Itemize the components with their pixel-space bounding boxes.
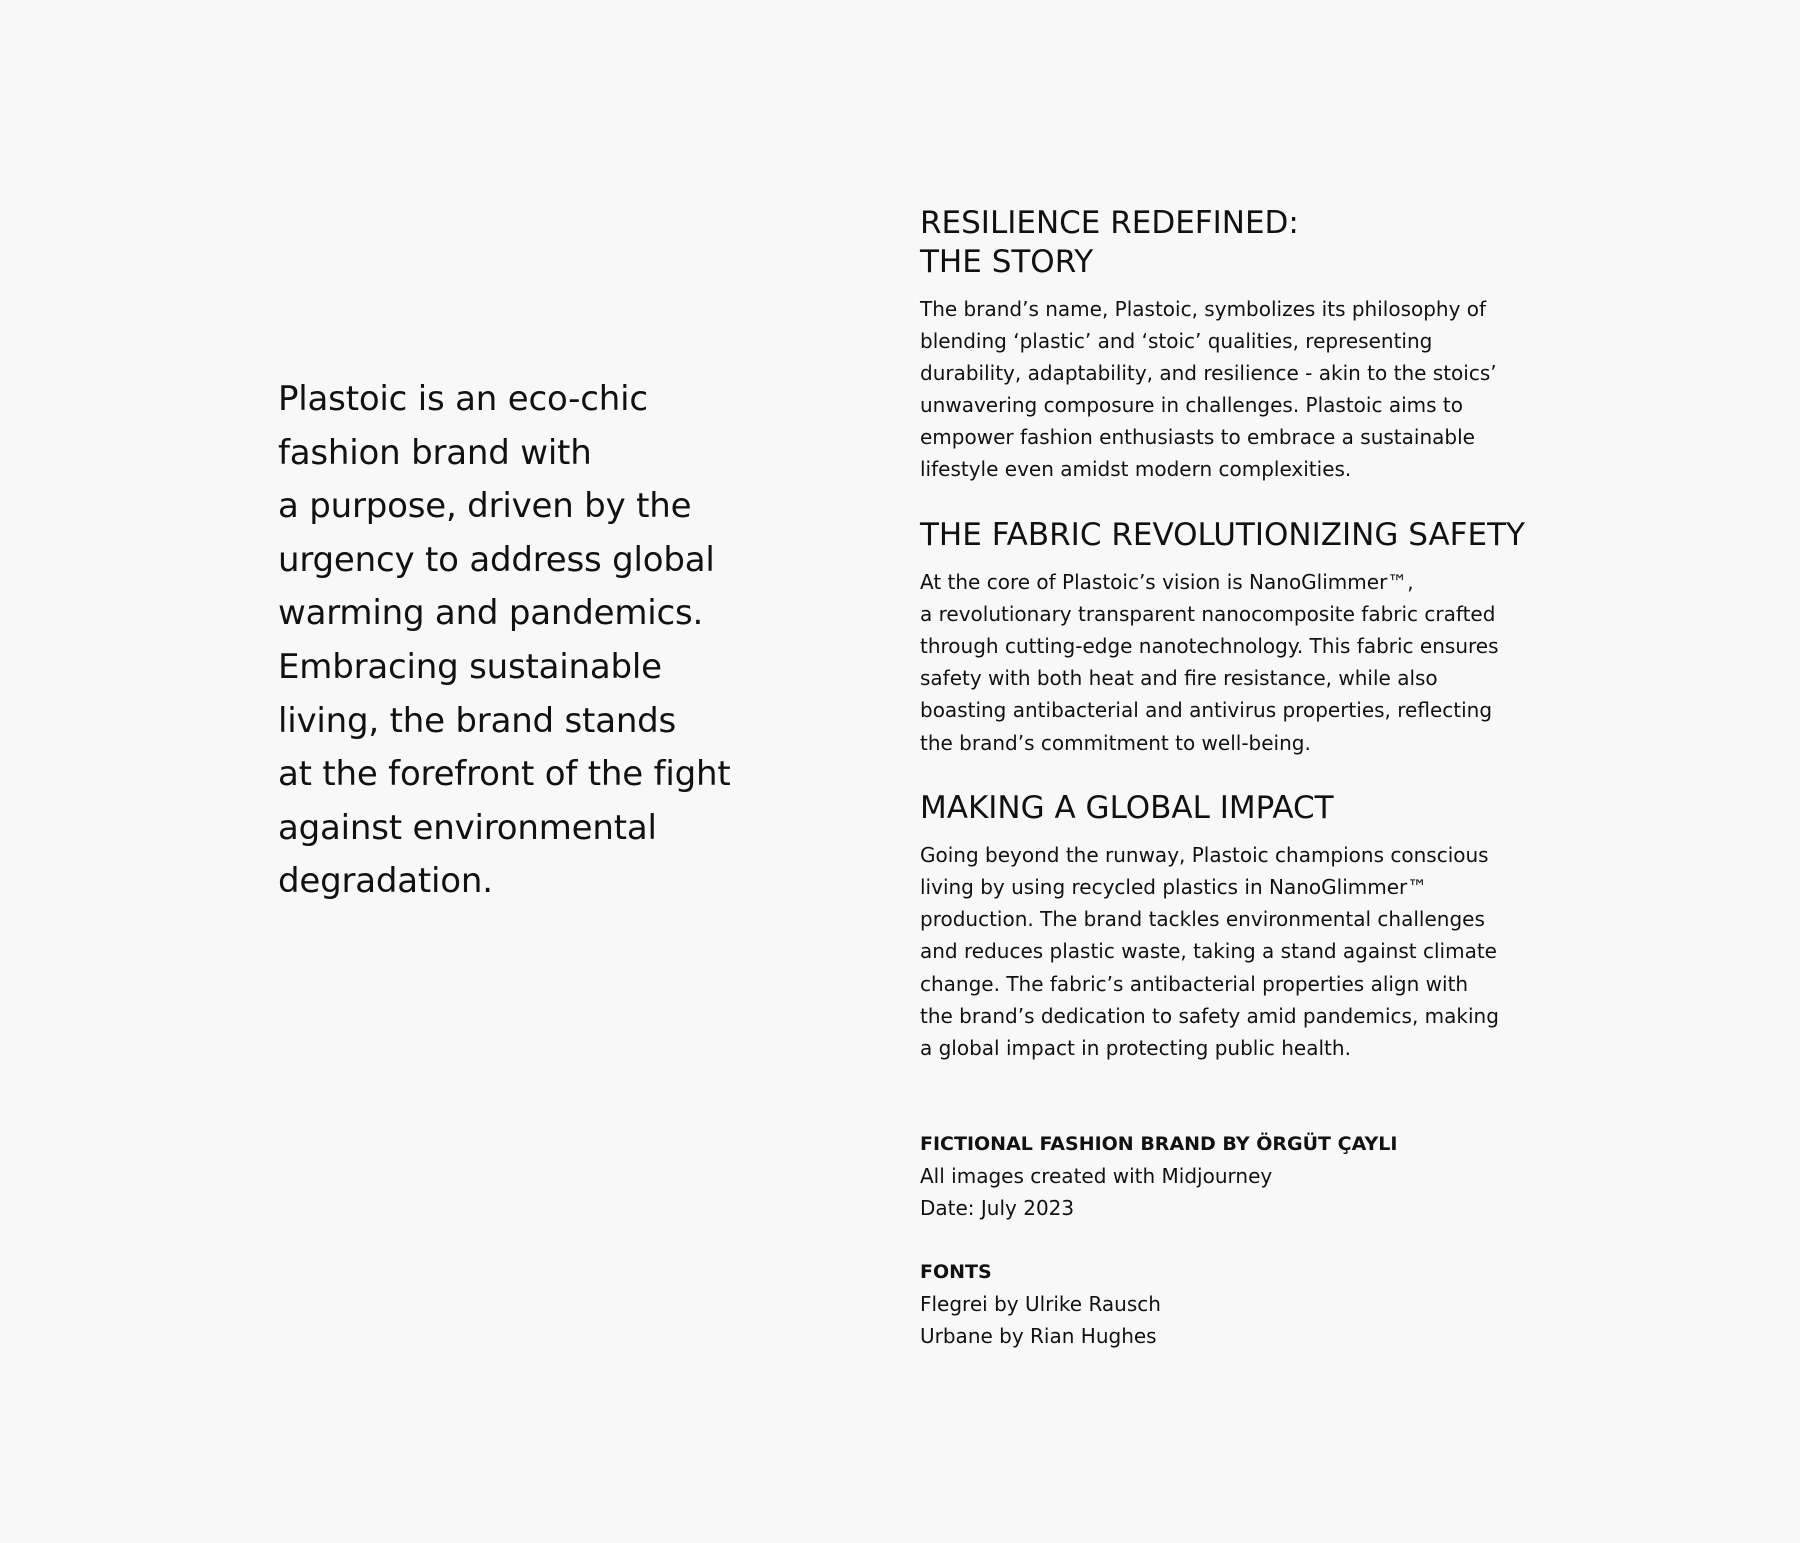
section-title-line: THE FABRIC REVOLUTIONIZING SAFETY [920, 516, 1525, 553]
body-line: change. The fabric’s antibacterial properties align with [920, 971, 1469, 996]
story-sections [920, 204, 1740, 1064]
section-title-line: MAKING A GLOBAL IMPACT [920, 789, 1334, 826]
intro-line: at the forefront of the fight [278, 754, 731, 795]
intro-line: against environmental [278, 807, 657, 848]
body-line: unwavering composure in challenges. Plastoic aims to [920, 393, 1463, 418]
section-body [920, 293, 1740, 486]
font-credit: Flegrei by Ulrike Rausch [920, 1292, 1161, 1316]
section-title [920, 516, 1740, 555]
intro-line: a purpose, driven by the [278, 486, 692, 527]
credits-block [920, 1128, 1620, 1352]
fonts-heading: FONTS [920, 1261, 992, 1283]
body-line: At the core of Plastoic’s vision is NanoGlimmer™, [920, 570, 1414, 595]
body-line: blending ‘plastic’ and ‘stoic’ qualities, representing [920, 329, 1433, 354]
section-fabric-safety [920, 516, 1740, 759]
body-line: safety with both heat and fire resistance, while also [920, 666, 1438, 691]
images-note: All images created with Midjourney [920, 1164, 1273, 1188]
body-line: living by using recycled plastics in NanoGlimmer™ [920, 875, 1428, 900]
intro-line: degradation. [278, 861, 493, 902]
font-credit: Urbane by Rian Hughes [920, 1324, 1157, 1348]
intro-line: Embracing sustainable [278, 646, 662, 687]
body-line: durability, adaptability, and resilience - akin to the stoics’ [920, 361, 1497, 386]
intro-paragraph [278, 373, 798, 909]
section-title-line: RESILIENCE REDEFINED: [920, 205, 1299, 241]
fonts-credits [920, 1256, 1620, 1352]
body-line: production. The brand tackles environmental challenges [920, 907, 1485, 932]
body-line: the brand’s dedication to safety amid pandemics, making [920, 1003, 1499, 1028]
intro-line: urgency to address global [278, 539, 715, 580]
body-line: empower fashion enthusiasts to embrace a sustainable [920, 425, 1475, 450]
body-line: a global impact in protecting public health. [920, 1035, 1351, 1060]
section-title [920, 789, 1740, 828]
intro-line: Plastoic is an eco-chic [278, 379, 648, 419]
section-title [920, 204, 1740, 281]
body-line: the brand’s commitment to well-being. [920, 730, 1311, 755]
body-line: Going beyond the runway, Plastoic champions conscious [920, 843, 1489, 868]
date-line: Date: July 2023 [920, 1196, 1075, 1220]
body-line: lifestyle even amidst modern complexities. [920, 457, 1352, 482]
section-body [920, 566, 1740, 759]
intro-line: warming and pandemics. [278, 593, 704, 634]
body-line: a revolutionary transparent nanocomposite fabric crafted [920, 602, 1496, 627]
section-resilience-redefined [920, 204, 1740, 486]
intro-line: fashion brand with [278, 432, 592, 473]
section-global-impact [920, 789, 1740, 1064]
intro-line: living, the brand stands [278, 700, 677, 741]
brand-credits [920, 1128, 1620, 1224]
credits-heading: FICTIONAL FASHION BRAND BY ÖRGÜT ÇAYLI [920, 1133, 1398, 1155]
section-body [920, 839, 1740, 1064]
body-line: through cutting-edge nanotechnology. This fabric ensures [920, 634, 1499, 659]
section-title-line: THE STORY [920, 243, 1094, 280]
body-line: boasting antibacterial and antivirus properties, reflecting [920, 698, 1493, 723]
body-line: The brand’s name, Plastoic, symbolizes its philosophy of [920, 297, 1487, 321]
body-line: and reduces plastic waste, taking a stand against climate [920, 939, 1497, 964]
